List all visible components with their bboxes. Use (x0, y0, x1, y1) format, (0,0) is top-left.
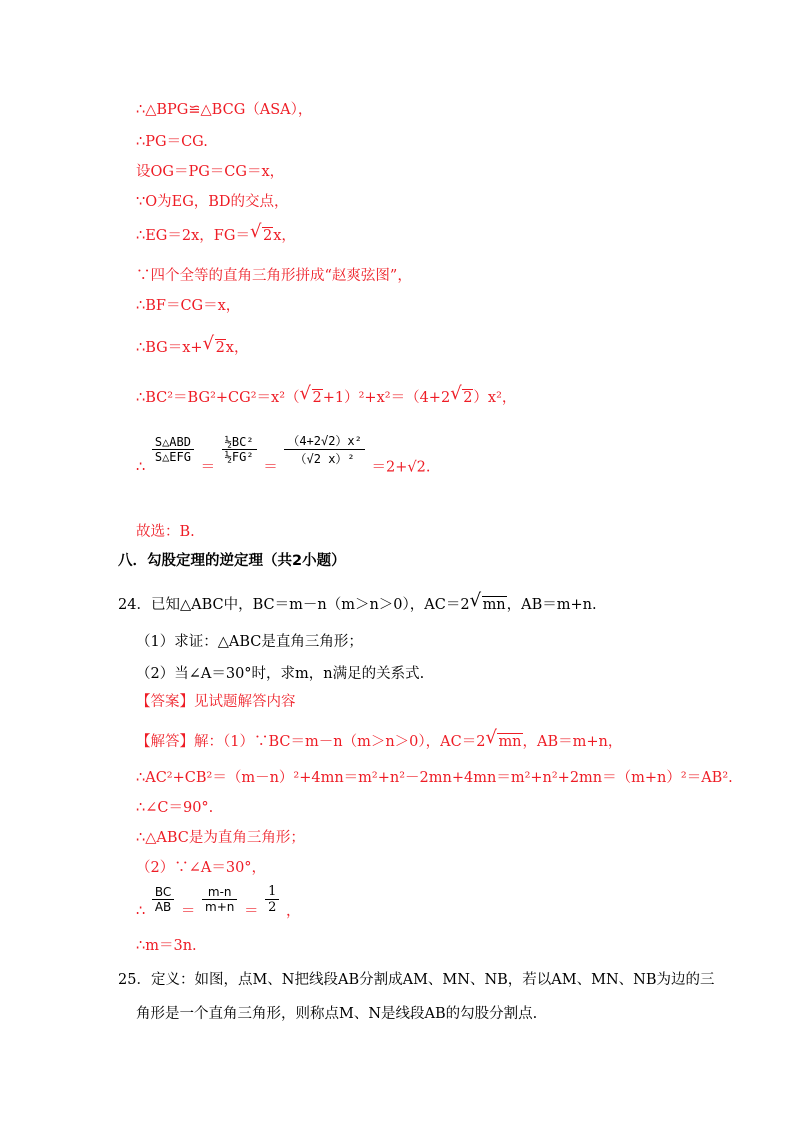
question-24-part1: （1）求证：△ABC是直角三角形； (136, 634, 363, 650)
question-25-line1: 25．定义：如图，点M、N把线段AB分割成AM、MN、NB，若以AM、MN、NB为边的三 (118, 972, 715, 988)
step-pg-cg: ∴PG＝CG. (136, 134, 208, 150)
text: 24．已知△ABC中，BC＝m－n（m＞n＞0），AC＝2 (118, 597, 470, 613)
ratio-formula (136, 884, 300, 921)
step-pythagoras: ∴AC²+CB²＝（m－n）²+4mn＝m²+n²－2mn+4mn＝m²+n²+2mn＝（m+n）²＝AB². (136, 770, 733, 786)
text: ∴EG＝2x，FG＝ (136, 228, 250, 244)
fraction-area-ratio (152, 435, 194, 464)
numerator: BC (152, 885, 174, 900)
step-o-intersection: ∵O为EG，BD的交点， (136, 194, 289, 210)
fraction-expanded (284, 432, 365, 467)
numerator: （4+2√2）x² (284, 432, 365, 450)
step-congruence: ∴△BPG≌△BCG（ASA）， (136, 102, 313, 118)
solution-line (136, 732, 622, 752)
sqrt-content: 2 (312, 390, 322, 406)
answer-text: 见试题解答内容 (194, 694, 296, 710)
text: ，AB＝m+n， (522, 734, 623, 750)
question-25-line2: 角形是一个直角三角形，则称点M、N是线段AB的勾股分割点. (136, 1006, 538, 1022)
therefore-symbol: ∴ (136, 459, 146, 476)
equals-sign: ＝ (243, 903, 259, 920)
answer-tag: 【答案】 (136, 694, 194, 710)
step-zhao-shuang: ∵四个全等的直角三角形拼成“赵爽弦图”， (136, 268, 412, 284)
comma: ， (285, 903, 301, 920)
step-angle-c: ∴∠C＝90°. (136, 800, 214, 816)
sqrt-content: 2 (215, 340, 225, 356)
step-bc-squared (136, 388, 516, 408)
numerator: m-n (202, 885, 237, 900)
sqrt-symbol (300, 388, 323, 408)
text: x， (225, 340, 249, 356)
text: ∴BG＝x+ (136, 340, 203, 356)
sqrt-symbol (485, 732, 522, 752)
denominator: ½FG² (224, 450, 254, 464)
area-ratio-formula (136, 432, 430, 477)
sqrt-symbol (250, 226, 273, 246)
sqrt-content: mn (482, 597, 506, 613)
text: +1）²+x²＝（4+2 (322, 390, 451, 406)
result: ＝2+√2. (371, 459, 431, 476)
fraction-half-squares (222, 435, 257, 464)
step-m-3n: ∴m＝3n. (136, 938, 197, 954)
sqrt-content: mn (498, 734, 522, 750)
sqrt-symbol (450, 388, 473, 408)
equals-sign: ＝ (200, 459, 216, 476)
answer-line (136, 692, 296, 712)
numerator: S△ABD (152, 435, 194, 450)
sqrt-symbol (470, 595, 507, 615)
question-24-part2: （2）当∠A＝30°时，求m，n满足的关系式. (136, 666, 425, 682)
sqrt-symbol (203, 338, 226, 358)
sqrt-content: 2 (463, 390, 473, 406)
text: ∴BC²＝BG²+CG²＝x²（ (136, 390, 300, 406)
equals-sign: ＝ (263, 459, 278, 476)
fraction-mn (202, 885, 237, 914)
text: x， (273, 228, 296, 244)
step-right-triangle: ∴△ABC是为直角三角形； (136, 830, 305, 846)
text: ）x²， (473, 390, 517, 406)
denominator: S△EFG (154, 450, 191, 464)
conclusion-choice: 故选：B. (136, 524, 195, 540)
question-24 (118, 595, 597, 615)
section-heading: 八．勾股定理的逆定理（共2小题） (118, 553, 346, 569)
solution-tag: 【解答】 (136, 734, 194, 750)
denominator: （√2 x）² (294, 452, 355, 466)
sqrt-content: 2 (262, 228, 273, 244)
denominator: m+n (205, 900, 235, 914)
text: ，AB＝m+n. (506, 597, 597, 613)
fraction-half (265, 884, 279, 915)
denominator: AB (154, 900, 172, 914)
therefore-symbol: ∴ (136, 903, 146, 920)
step-let-og: 设OG＝PG＝CG＝x， (136, 164, 285, 180)
denominator: 2 (268, 900, 277, 915)
step-eg-fg (136, 226, 296, 246)
equals-sign: ＝ (180, 903, 196, 920)
numerator: ½BC² (222, 435, 257, 450)
step-angle-a: （2）∵∠A＝30°， (136, 860, 267, 876)
fraction-bc-ab (152, 885, 174, 914)
numerator: 1 (265, 884, 279, 900)
step-bg (136, 338, 248, 358)
text: 解：（1）∵BC＝m－n（m＞n＞0），AC＝2 (194, 734, 486, 750)
step-bf-cg: ∴BF＝CG＝x， (136, 298, 241, 314)
